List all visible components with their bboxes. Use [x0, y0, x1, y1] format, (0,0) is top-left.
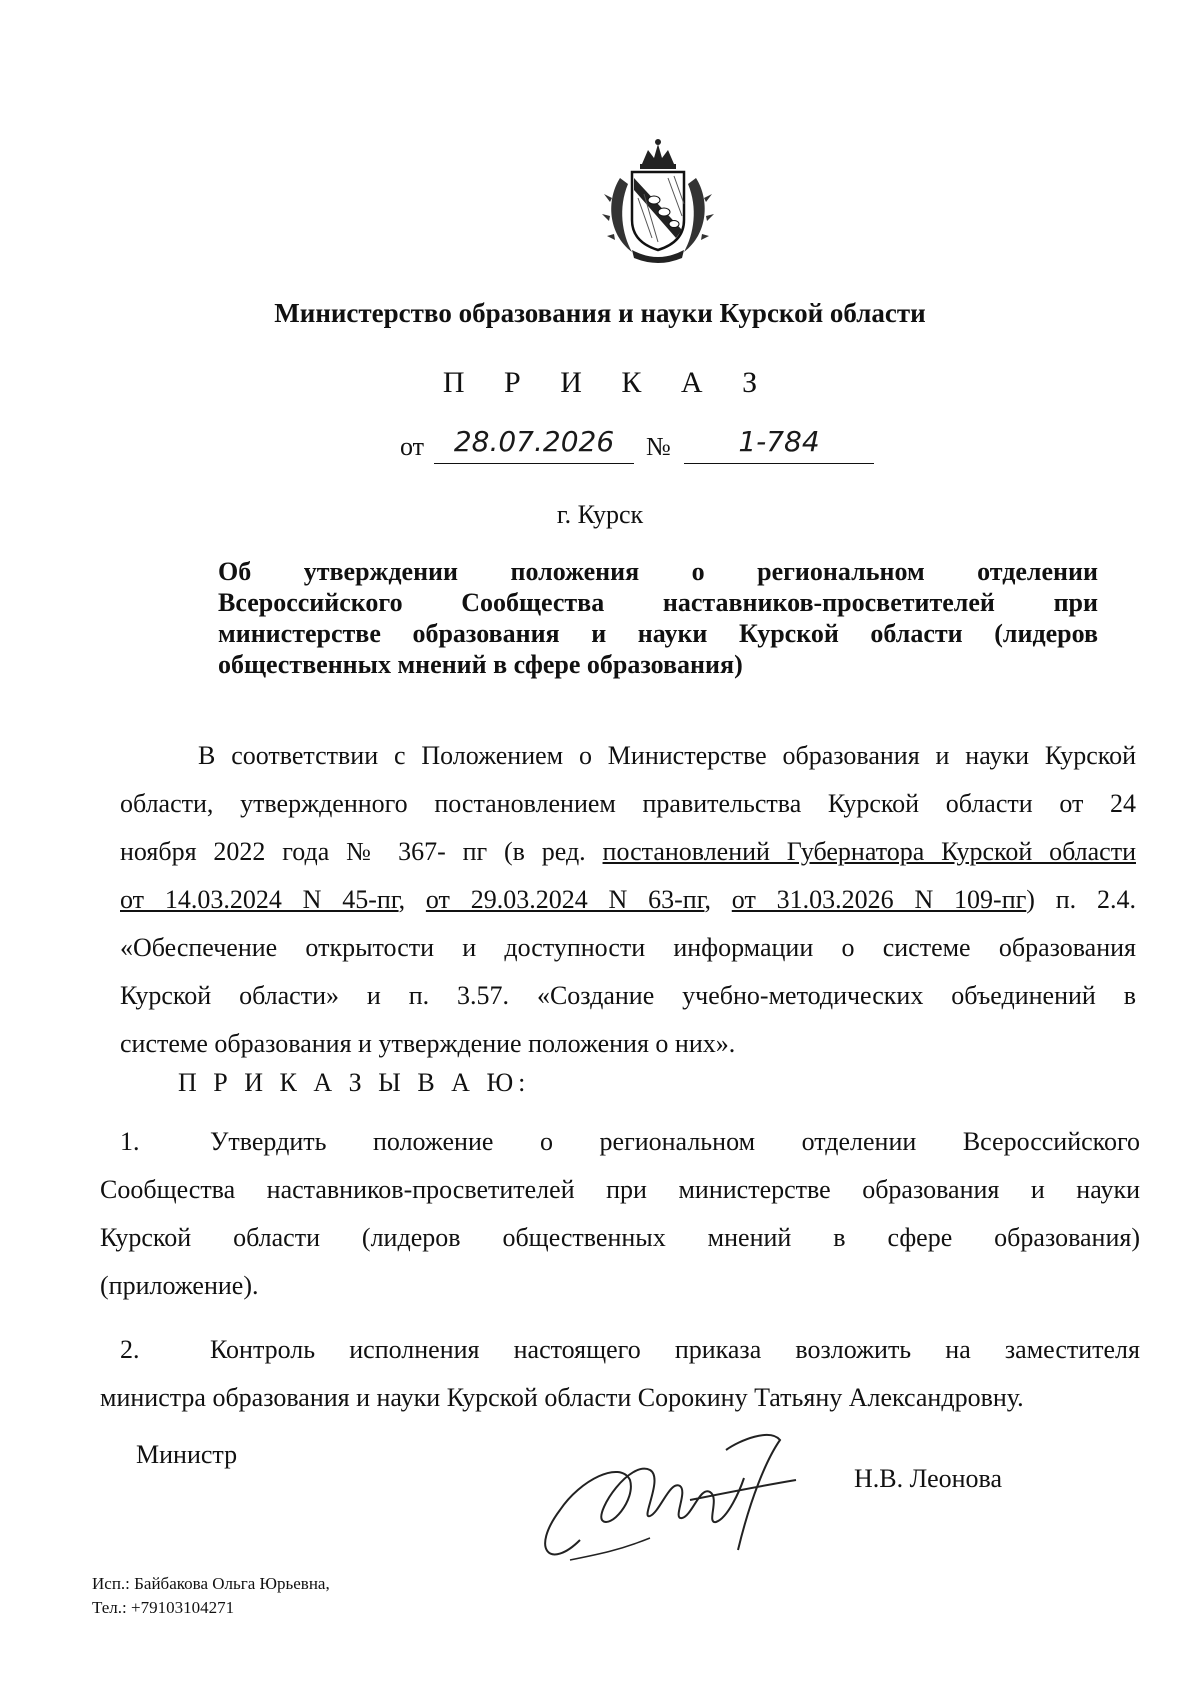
subject-block	[218, 556, 1098, 680]
item-line: Сообщества наставников-просветителей при министерстве образования и науки	[100, 1175, 1140, 1204]
preamble-line: В соответствии с Положением о Министерстве образования и науки Курской	[198, 741, 1136, 770]
preamble-line: системе образования и утверждение положения о них».	[120, 1029, 736, 1058]
executor-name: Исп.: Байбакова Ольга Юрьевна,	[92, 1574, 330, 1593]
preamble-line	[120, 828, 1136, 876]
ministry-heading: Министерство образования и науки Курской области	[274, 298, 926, 328]
item-number: 1.	[120, 1127, 140, 1156]
date-value: 28.07.2026	[434, 423, 634, 464]
subject-line: министерстве образования и науки Курской области (лидеров	[218, 619, 1098, 648]
item-number: 2.	[120, 1335, 140, 1364]
preamble-separator: ,	[398, 885, 426, 914]
city: г. Курск	[556, 500, 644, 529]
decree-link[interactable]: от 29.03.2024 N 63-пг	[425, 885, 705, 914]
preamble-text: ) п. 2.4.	[1026, 885, 1136, 914]
decree-link[interactable]: постановлений Губернатора Курской области	[602, 837, 1136, 866]
item-line	[100, 1118, 1140, 1166]
number-label: №	[646, 432, 671, 461]
preamble-line: «Обеспечение открытости и доступности информации о системе образования	[120, 933, 1136, 962]
item-line: Курской области (лидеров общественных мнений в сфере образования)	[100, 1223, 1140, 1252]
preamble-line: области, утвержденного постановлением правительства Курской области от 24	[120, 789, 1136, 818]
item-line	[100, 1326, 1140, 1374]
order-word: П Р И К А З Ы В А Ю:	[178, 1068, 531, 1097]
item-line: министра образования и науки Курской области Сорокину Татьяну Александровну.	[100, 1383, 1024, 1412]
preamble-line: Курской области» и п. 3.57. «Создание учебно-методических объединений в	[120, 981, 1136, 1010]
item-text: Контроль исполнения настоящего приказа возложить на заместителя	[210, 1335, 1140, 1364]
preamble-text: ноября 2022 года № 367- пг (в ред.	[120, 837, 603, 866]
coat-of-arms-icon	[598, 138, 718, 266]
subject-line: общественных мнений в сфере образования)	[218, 650, 743, 679]
date-label: от	[400, 432, 425, 461]
signatory-position: Министр	[136, 1440, 238, 1469]
subject-line: Об утверждении положения о региональном отделении	[218, 557, 1098, 586]
handwritten-signature-icon	[540, 1420, 820, 1580]
number-value: 1-784	[684, 423, 874, 464]
preamble	[120, 732, 1136, 1068]
executor-block	[92, 1572, 330, 1620]
order-items	[100, 1118, 1140, 1422]
preamble-line	[120, 876, 1136, 924]
decree-link[interactable]: от 14.03.2024 N 45-пг	[120, 885, 399, 914]
executor-phone: Тел.: +79103104271	[92, 1598, 235, 1617]
date-number-line	[400, 424, 900, 470]
decree-link[interactable]: от 31.03.2026 N 109-пг	[731, 885, 1027, 914]
item-line: (приложение).	[100, 1271, 259, 1300]
signatory-name: Н.В. Леонова	[854, 1464, 1003, 1493]
document-type-title: П Р И К А З	[442, 366, 774, 399]
preamble-separator: ,	[704, 885, 732, 914]
subject-line: Всероссийского Сообщества наставников-просветителей при	[218, 588, 1098, 617]
item-text: Утвердить положение о региональном отделении Всероссийского	[210, 1127, 1140, 1156]
